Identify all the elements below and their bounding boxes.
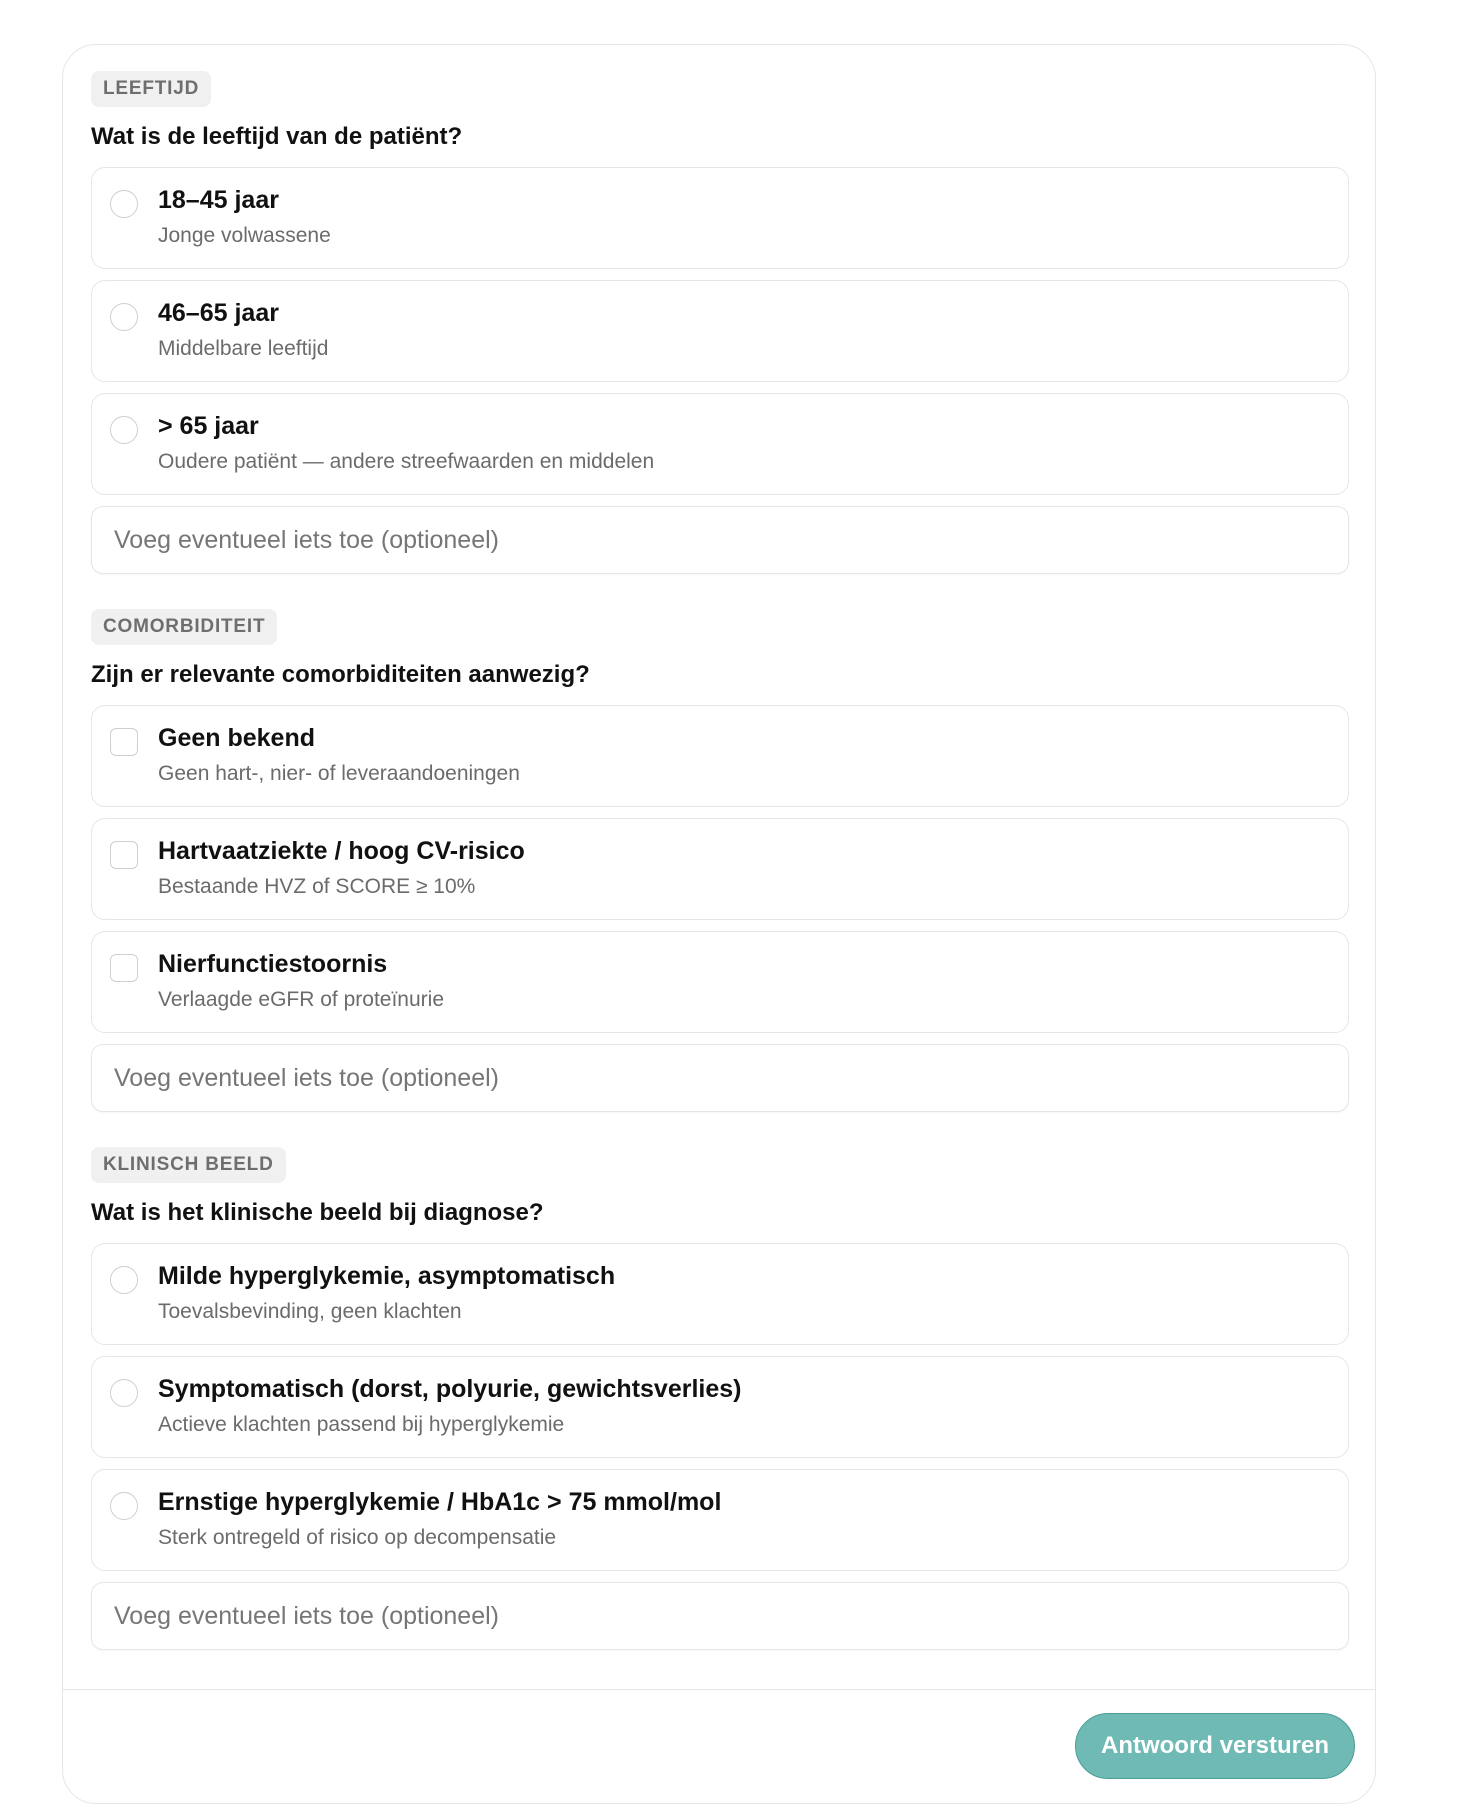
checkbox[interactable] (110, 728, 138, 756)
questionnaire-card (62, 44, 1376, 1804)
option-title: 46–65 jaar (158, 299, 279, 327)
option-clinical-symptomatic[interactable] (91, 1356, 1349, 1458)
radio-button[interactable] (110, 1379, 138, 1407)
option-subtitle: Oudere patiënt — andere streefwaarden en middelen (158, 450, 655, 473)
option-age-18-45[interactable] (91, 167, 1349, 269)
option-clinical-mild[interactable] (91, 1243, 1349, 1345)
options-list (91, 1243, 1349, 1571)
option-comorbidity-cardiovascular[interactable] (91, 818, 1349, 920)
option-subtitle: Bestaande HVZ of SCORE ≥ 10% (158, 875, 476, 898)
option-title: 18–45 jaar (158, 186, 279, 214)
option-title: Hartvaatziekte / hoog CV-risico (158, 837, 525, 865)
option-subtitle: Actieve klachten passend bij hyperglykemie (158, 1413, 565, 1436)
checkbox[interactable] (110, 841, 138, 869)
option-age-over-65[interactable] (91, 393, 1349, 495)
checkbox[interactable] (110, 954, 138, 982)
option-comorbidity-none[interactable] (91, 705, 1349, 807)
section-comorbidity (91, 609, 1349, 1112)
radio-button[interactable] (110, 303, 138, 331)
option-subtitle: Geen hart-, nier- of leveraandoeningen (158, 762, 520, 785)
extra-note-input[interactable] (91, 506, 1349, 574)
section-tag: LEEFTIJD (91, 71, 211, 107)
option-comorbidity-renal[interactable] (91, 931, 1349, 1033)
option-subtitle: Toevalsbevinding, geen klachten (158, 1300, 462, 1323)
option-title: Milde hyperglykemie, asymptomatisch (158, 1262, 616, 1290)
section-clinical-picture (91, 1147, 1349, 1650)
submit-answer-button[interactable]: Antwoord versturen (1075, 1713, 1355, 1779)
question-title: Wat is de leeftijd van de patiënt? (91, 123, 463, 150)
option-clinical-severe[interactable] (91, 1469, 1349, 1571)
section-tag: COMORBIDITEIT (91, 609, 277, 645)
option-subtitle: Sterk ontregeld of risico op decompensatie (158, 1526, 557, 1549)
extra-note-input[interactable] (91, 1044, 1349, 1112)
extra-note-input[interactable] (91, 1582, 1349, 1650)
radio-button[interactable] (110, 1492, 138, 1520)
option-title: Symptomatisch (dorst, polyurie, gewichtsverlies) (158, 1375, 742, 1403)
option-subtitle: Jonge volwassene (158, 224, 331, 247)
option-subtitle: Verlaagde eGFR of proteïnurie (158, 988, 445, 1011)
question-title: Wat is het klinische beeld bij diagnose? (91, 1199, 544, 1226)
radio-button[interactable] (110, 416, 138, 444)
question-title: Zijn er relevante comorbiditeiten aanwezig? (91, 661, 590, 688)
section-age (91, 71, 1349, 574)
radio-button[interactable] (110, 190, 138, 218)
option-title: Ernstige hyperglykemie / HbA1c > 75 mmol/mol (158, 1488, 722, 1516)
footer-divider (63, 1689, 1375, 1690)
options-list (91, 167, 1349, 495)
option-title: Geen bekend (158, 724, 315, 752)
option-title: Nierfunctiestoornis (158, 950, 388, 978)
option-title: > 65 jaar (158, 412, 259, 440)
radio-button[interactable] (110, 1266, 138, 1294)
section-tag: KLINISCH BEELD (91, 1147, 286, 1183)
option-subtitle: Middelbare leeftijd (158, 337, 329, 360)
options-list (91, 705, 1349, 1033)
option-age-46-65[interactable] (91, 280, 1349, 382)
